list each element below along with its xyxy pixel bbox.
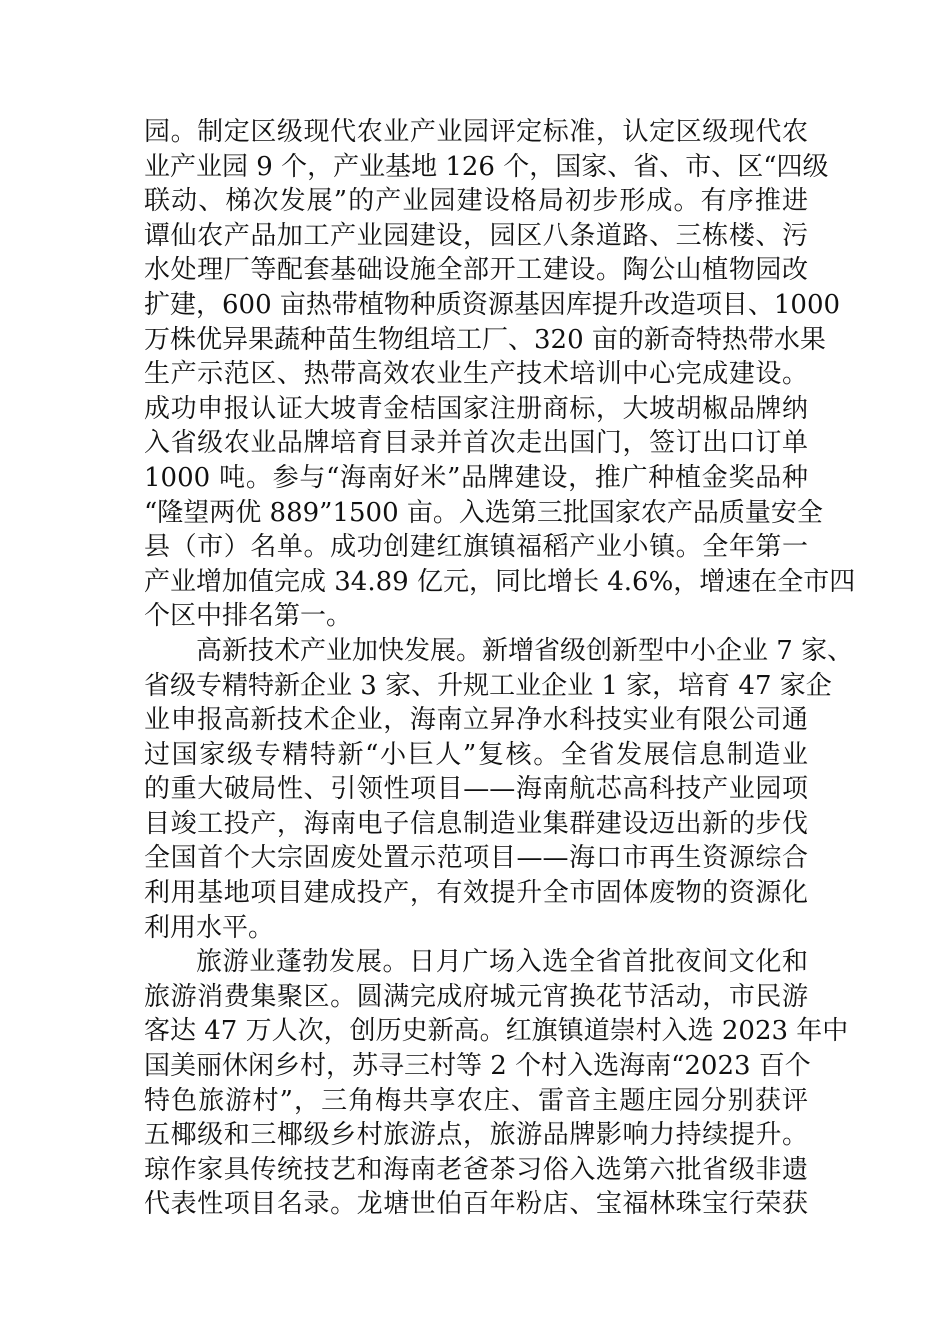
text-line: 业产业园 9 个，产业基地 126 个，国家、省、市、区“四级 xyxy=(144,151,829,182)
text-line: 1000 吨。参与“海南好米”品牌建设，推广种植金奖品种 xyxy=(144,462,808,493)
text-line: 个区中排名第一。 xyxy=(144,601,353,632)
text-line: 国美丽休闲乡村，苏寻三村等 2 个村入选海南“2023 百个 xyxy=(144,1051,811,1082)
text-line: 生产示范区、热带高效农业生产技术培训中心完成建设。 xyxy=(144,359,808,390)
text-line: 业申报高新技术企业，海南立昇净水科技实业有限公司通 xyxy=(144,705,808,736)
text-line: 旅游消费集聚区。圆满完成府城元宵换花节活动，市民游 xyxy=(144,981,808,1012)
text-line: 万株优异果蔬种苗生物组培工厂、320 亩的新奇特热带水果 xyxy=(144,324,826,355)
text-line: 谭仙农产品加工产业园建设，园区八条道路、三栋楼、污 xyxy=(144,220,808,251)
text-line: 的重大破局性、引领性项目——海南航芯高科技产业园项 xyxy=(144,774,808,805)
tourism-paragraph xyxy=(144,945,849,1222)
text-line: 入省级农业品牌培育目录并首次走出国门，签订出口订单 xyxy=(144,428,808,459)
text-line: 五椰级和三椰级乡村旅游点，旅游品牌影响力持续提升。 xyxy=(144,1120,808,1151)
text-line: 利用水平。 xyxy=(144,912,275,943)
text-line: 成功申报认证大坡青金桔国家注册商标，大坡胡椒品牌纳 xyxy=(144,393,808,424)
agriculture-paragraph-continued xyxy=(144,115,856,634)
text-line: 水处理厂等配套基础设施全部开工建设。陶公山植物园改 xyxy=(144,255,808,286)
text-line: 旅游业蓬勃发展。日月广场入选全省首批夜间文化和 xyxy=(196,947,808,978)
text-line: 省级专精特新企业 3 家、升规工业企业 1 家，培育 47 家企 xyxy=(144,670,832,701)
text-line: 县（市）名单。成功创建红旗镇福稻产业小镇。全年第一 xyxy=(144,532,808,563)
text-line: 琼作家具传统技艺和海南老爸茶习俗入选第六批省级非遗 xyxy=(144,1154,808,1185)
text-line: 目竣工投产，海南电子信息制造业集群建设迈出新的步伐 xyxy=(144,808,808,839)
hitech-paragraph xyxy=(144,634,854,945)
text-line: 特色旅游村”，三角梅共享农庄、雷音主题庄园分别获评 xyxy=(144,1085,808,1116)
text-line: 代表性项目名录。龙塘世伯百年粉店、宝福林珠宝行荣获 xyxy=(144,1189,808,1220)
text-line: 扩建，600 亩热带植物种质资源基因库提升改造项目、1000 xyxy=(144,289,841,320)
text-line: 园。制定区级现代农业产业园评定标准，认定区级现代农 xyxy=(144,117,808,147)
document-page xyxy=(144,115,856,1222)
text-line: 全国首个大宗固废处置示范项目——海口市再生资源综合 xyxy=(144,843,808,874)
text-line: 过国家级专精特新“小巨人”复核。全省发展信息制造业 xyxy=(144,739,808,770)
text-line: “隆望两优 889”1500 亩。入选第三批国家农产品质量安全 xyxy=(144,497,823,528)
text-line: 利用基地项目建成投产，有效提升全市固体废物的资源化 xyxy=(144,878,808,909)
text-line: 高新技术产业加快发展。新增省级创新型中小企业 7 家、 xyxy=(196,635,854,666)
text-line: 产业增加值完成 34.89 亿元，同比增长 4.6%，增速在全市四 xyxy=(144,566,856,597)
text-line: 客达 47 万人次，创历史新高。红旗镇道崇村入选 2023 年中 xyxy=(144,1016,849,1047)
text-line: 联动、梯次发展”的产业园建设格局初步形成。有序推进 xyxy=(144,186,808,217)
